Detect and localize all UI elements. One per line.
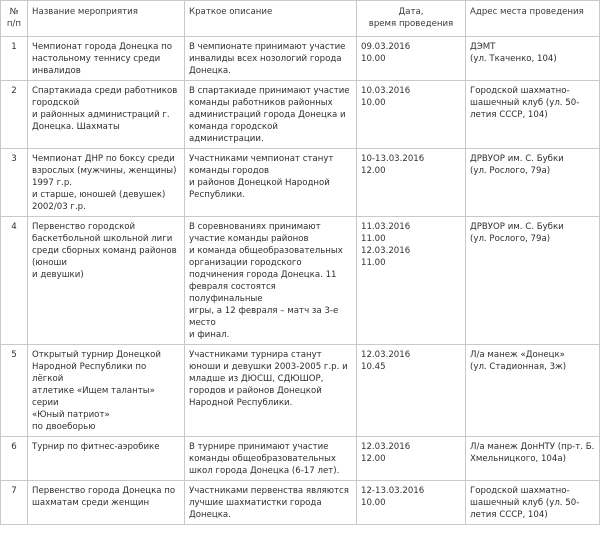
cell-num: 1 — [1, 37, 28, 81]
cell-address: Городской шахматно- шашечный клуб (ул. 50- летия СССР, 104) — [466, 81, 600, 149]
cell-name: Турнир по фитнес-аэробике — [28, 437, 185, 481]
table-row — [1, 81, 600, 149]
cell-num: 3 — [1, 149, 28, 217]
header-datetime: Дата, время проведения — [357, 1, 466, 37]
cell-address: Л/а манеж «Донецк» (ул. Стадионная, 3ж) — [466, 345, 600, 437]
cell-datetime: 12.03.2016 10.45 — [357, 345, 466, 437]
cell-name: Первенство города Донецка по шахматам среди женщин — [28, 481, 185, 525]
cell-address: ДЭМТ (ул. Ткаченко, 104) — [466, 37, 600, 81]
cell-address: Городской шахматно- шашечный клуб (ул. 50- летия СССР, 104) — [466, 481, 600, 525]
cell-datetime: 11.03.2016 11.00 12.03.2016 11.00 — [357, 217, 466, 345]
cell-description: В соревнованиях принимают участие команды районов и команда общеобразовательных организации городского подчинения города Донецка. 11 февраля состоятся полуфинальные игры, а 12 февраля – матч за 3-е место и финал. — [185, 217, 357, 345]
cell-num: 6 — [1, 437, 28, 481]
cell-name: Спартакиада среди работников городской и районных администраций г. Донецка. Шахматы — [28, 81, 185, 149]
cell-datetime: 09.03.2016 10.00 — [357, 37, 466, 81]
cell-address: Л/а манеж ДонНТУ (пр-т. Б. Хмельницкого, 104а) — [466, 437, 600, 481]
table-row — [1, 437, 600, 481]
cell-datetime: 12.03.2016 12.00 — [357, 437, 466, 481]
cell-description: В спартакиаде принимают участие команды работников районных администраций города Донецка и команда городской администрации. — [185, 81, 357, 149]
table-row — [1, 149, 600, 217]
cell-num: 7 — [1, 481, 28, 525]
cell-name: Чемпионат ДНР по боксу среди взрослых (мужчины, женщины) 1997 г.р. и старше, юношей (девушек) 2002/03 г.р. — [28, 149, 185, 217]
table-row — [1, 37, 600, 81]
header-num: № п/п — [1, 1, 28, 37]
header-description: Краткое описание — [185, 1, 357, 37]
cell-name: Первенство городской баскетбольной школьной лиги среди сборных команд районов (юноши и девушки) — [28, 217, 185, 345]
cell-num: 5 — [1, 345, 28, 437]
header-address: Адрес места проведения — [466, 1, 600, 37]
table-row — [1, 345, 600, 437]
cell-datetime: 12-13.03.2016 10.00 — [357, 481, 466, 525]
cell-address: ДРВУОР им. С. Бубки (ул. Рослого, 79а) — [466, 149, 600, 217]
cell-datetime: 10.03.2016 10.00 — [357, 81, 466, 149]
cell-address: ДРВУОР им. С. Бубки (ул. Рослого, 79а) — [466, 217, 600, 345]
cell-datetime: 10-13.03.2016 12.00 — [357, 149, 466, 217]
cell-description: Участниками турнира станут юноши и девушки 2003-2005 г.р. и младше из ДЮСШ, СДЮШОР, городов и районов Донецкой Народной Республики. — [185, 345, 357, 437]
cell-name: Чемпионат города Донецка по настольному теннису среди инвалидов — [28, 37, 185, 81]
table-row — [1, 481, 600, 525]
cell-description: Участниками чемпионат станут команды городов и районов Донецкой Народной Республики. — [185, 149, 357, 217]
table-row — [1, 217, 600, 345]
cell-name: Открытый турнир Донецкой Народной Республики по лёгкой атлетике «Ищем таланты» серии «Юный патриот» по двоеборью — [28, 345, 185, 437]
cell-num: 4 — [1, 217, 28, 345]
header-name: Название мероприятия — [28, 1, 185, 37]
cell-num: 2 — [1, 81, 28, 149]
header-row — [1, 1, 600, 37]
cell-description: Участниками первенства являются лучшие шахматистки города Донецка. — [185, 481, 357, 525]
cell-description: В турнире принимают участие команды общеобразовательных школ города Донецка (6-17 лет). — [185, 437, 357, 481]
cell-description: В чемпионате принимают участие инвалиды всех нозологий города Донецка. — [185, 37, 357, 81]
